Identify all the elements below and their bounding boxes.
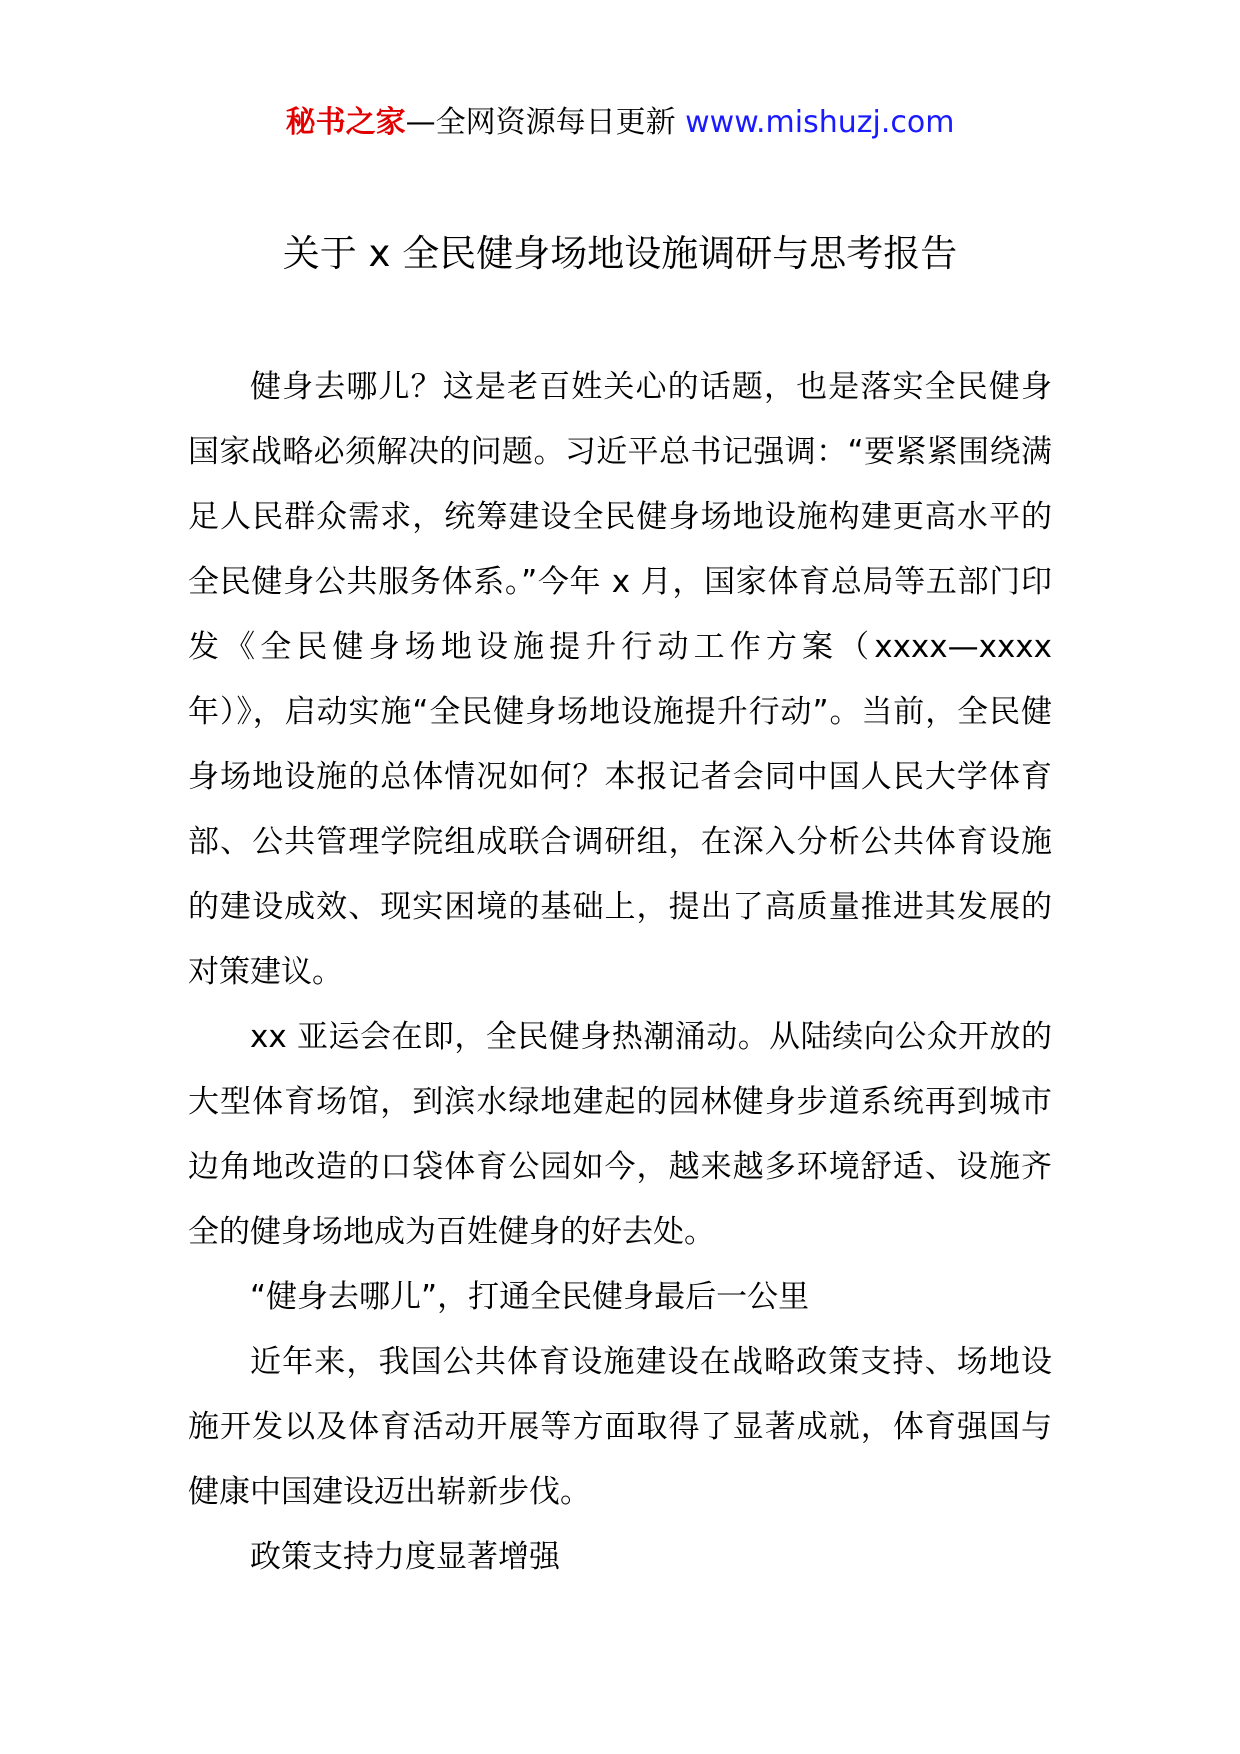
body-paragraph: xx 亚运会在即，全民健身热潮涌动。从陆续向公众开放的大型体育场馆，到滨水绿地建起的园林健身步道系统再到城市边角地改造的口袋体育公园如今，越来越多环境舒适、设施齐全的健身场地成为百姓健身的好去处。 — [188, 1019, 1052, 1250]
body-paragraph: 近年来，我国公共体育设施建设在战略政策支持、场地设施开发以及体育活动开展等方面取得了显著成就，体育强国与健康中国建设迈出崭新步伐。 — [188, 1344, 1052, 1510]
site-url-link[interactable]: www.mishuzj.com — [685, 105, 955, 140]
document-body — [188, 355, 1052, 1590]
body-paragraph: 健身去哪儿？这是老百姓关心的话题，也是落实全民健身国家战略必须解决的问题。习近平总书记强调：“要紧紧围绕满足人民群众需求，统筹建设全民健身场地设施构建更高水平的全民健身公共服务体系。”今年 x 月，国家体育总局等五部门印发《全民健身场地设施提升行动工作方案（xxxx—xxxx 年）》，启动实施“全民健身场地设施提升行动”。当前，全民健身场地设施的总体情况如何？本报记者会同中国人民大学体育部、公共管理学院组成联合调研组，在深入分析公共体育设施的建设成效、现实困境的基础上，提出了高质量推进其发展的对策建议。 — [188, 369, 1052, 990]
header-tagline: —全网资源每日更新 — [405, 105, 686, 140]
section-heading: 政策支持力度显著增强 — [250, 1539, 560, 1575]
section-heading: “健身去哪儿”，打通全民健身最后一公里 — [250, 1279, 810, 1315]
document-title: 关于 x 全民健身场地设施调研与思考报告 — [282, 232, 958, 275]
site-header — [0, 100, 1240, 146]
brand-name: 秘书之家 — [285, 105, 406, 140]
